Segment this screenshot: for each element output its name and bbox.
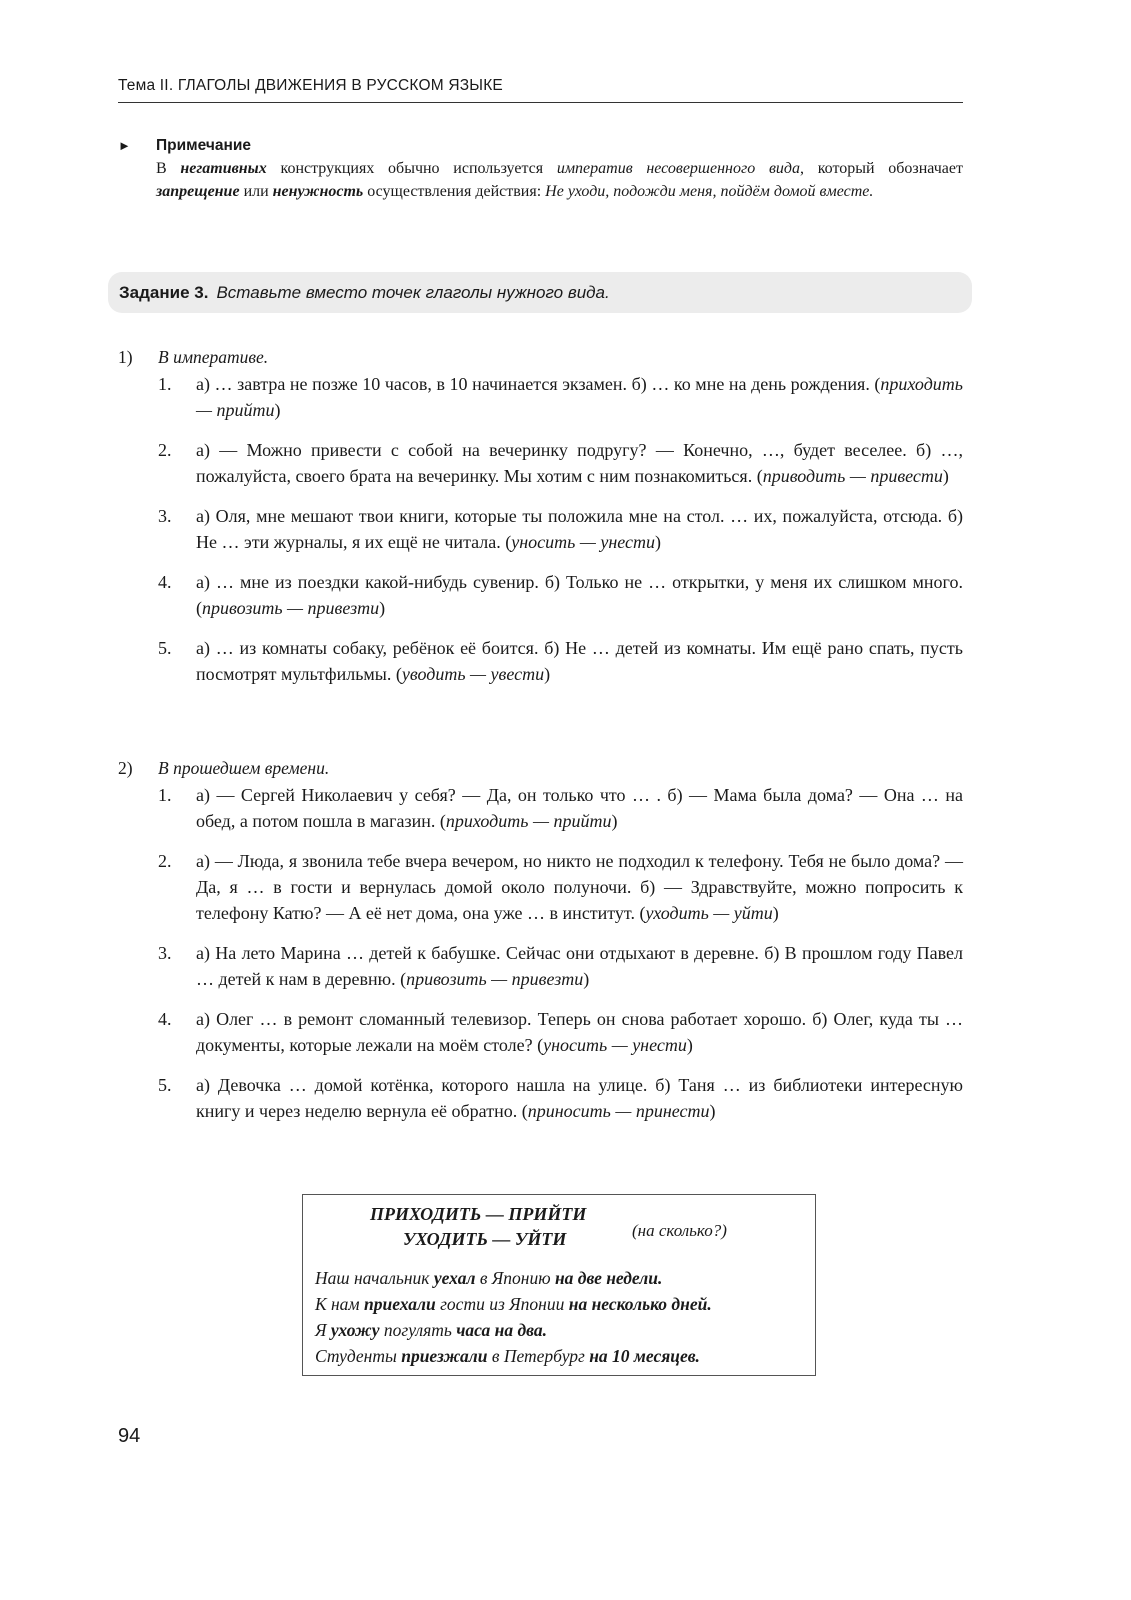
rule-example xyxy=(315,1317,712,1343)
text-run: или xyxy=(239,183,273,200)
section-number: 2) xyxy=(118,758,133,778)
text-run: приходить — прийти xyxy=(445,811,612,831)
text-run: а) Олег … в ремонт сломанный телевизор. Теперь он снова работает хорошо. б) Олег, куда ты … документы, которые лежали на моём столе? ( xyxy=(196,1009,963,1055)
exercise-item xyxy=(118,569,963,621)
text-run: на 10 месяцев. xyxy=(589,1346,700,1366)
text-run: уехал xyxy=(433,1268,476,1288)
text-run: уходить — уйти xyxy=(645,903,773,923)
rule-question: (на сколько?) xyxy=(632,1221,727,1240)
text-run: уносить — унести xyxy=(511,532,656,552)
text-run: а) Оля, мне мешают твои книги, которые ты положила мне на стол. … их, пожалуйста, отсюда. б) Не … эти журналы, я их ещё не читала. ( xyxy=(196,506,963,552)
text-run: привозить — привезти xyxy=(202,598,380,618)
exercise-item xyxy=(118,1072,963,1124)
section-past-tense xyxy=(118,756,963,1124)
section-heading xyxy=(118,345,963,370)
text-run: осуществления действия: xyxy=(363,183,546,200)
text-run: в Японию xyxy=(475,1268,555,1288)
rule-example xyxy=(315,1291,712,1317)
text-run: конструкциях обычно используется xyxy=(266,160,557,177)
task-label: Задание 3. xyxy=(119,282,209,302)
section-title: В императиве. xyxy=(158,347,269,367)
text-run: ) xyxy=(686,1035,693,1055)
item-number: 5. xyxy=(158,638,172,658)
text-run: ) xyxy=(655,532,662,552)
text-run: ) xyxy=(611,811,618,831)
text-run: гости из Японии xyxy=(435,1294,569,1314)
item-text xyxy=(196,848,963,926)
text-run: а) — Можно привести с собой на вечеринку подругу? — Конечно, …, будет веселее. б) …, пожалуйста, своего брата на вечеринку. Мы хотим с ним познакомиться. ( xyxy=(196,440,963,486)
text-run: ухожу xyxy=(330,1320,380,1340)
item-text xyxy=(196,1006,963,1058)
text-run: Я xyxy=(315,1320,331,1340)
item-text xyxy=(196,437,963,489)
text-run: Наш начальник xyxy=(315,1268,434,1288)
text-run: ) xyxy=(274,400,281,420)
exercise-item xyxy=(118,940,963,992)
text-run: а) … из комнаты собаку, ребёнок её боится. б) Не … детей из комнаты. Им ещё рано спать, пусть посмотрят мультфильмы. ( xyxy=(196,638,963,684)
task-banner xyxy=(108,272,972,313)
text-run: , который обозначает xyxy=(800,160,964,177)
rule-title-come: ПРИХОДИТЬ — ПРИЙТИ xyxy=(370,1204,587,1224)
text-run: негативных xyxy=(180,160,267,177)
text-run: в Петербург xyxy=(487,1346,590,1366)
item-number: 4. xyxy=(158,572,172,592)
text-run: приводить — привести xyxy=(762,466,943,486)
exercise-item xyxy=(118,635,963,687)
exercise-item xyxy=(118,1006,963,1058)
item-number: 3. xyxy=(158,506,172,526)
text-run: приходить — прийти xyxy=(196,374,963,420)
text-run: приехали xyxy=(363,1294,436,1314)
text-run: В xyxy=(156,160,181,177)
rule-example xyxy=(315,1343,712,1369)
text-run: ) xyxy=(379,598,386,618)
running-header: Тема II. ГЛАГОЛЫ ДВИЖЕНИЯ В РУССКОМ ЯЗЫКЕ xyxy=(118,77,963,103)
item-text xyxy=(196,940,963,992)
text-run: уносить — унести xyxy=(543,1035,687,1055)
item-number: 5. xyxy=(158,1075,172,1095)
exercise-item xyxy=(118,782,963,834)
text-run: ) xyxy=(709,1101,716,1121)
text-run: а) — Сергей Николаевич у себя? — Да, он только что … . б) — Мама была дома? — Она … на обед, а потом пошла в магазин. ( xyxy=(196,785,963,831)
item-text xyxy=(196,635,963,687)
note-block xyxy=(118,137,963,203)
note-body xyxy=(156,157,963,203)
text-run: а) На лето Марина … детей к бабушке. Сейчас они отдыхают в деревне. б) В прошлом году Павел … детей к нам в деревню. ( xyxy=(196,943,963,989)
text-run: часа на два. xyxy=(456,1320,547,1340)
item-text xyxy=(196,569,963,621)
text-run: а) — Люда, я звонила тебе вчера вечером, но никто не подходил к телефону. Тебя не было дома? — Да, я … в гости и вернулась домой около полуночи. б) — Здравствуйте, можно попросить к телефону Катю? — А её нет дома, она уже … в институт. ( xyxy=(196,851,963,923)
rule-examples xyxy=(315,1265,712,1369)
triangle-marker-icon: ► xyxy=(118,138,131,153)
page-number: 94 xyxy=(118,1425,141,1447)
item-number: 1. xyxy=(158,785,172,805)
text-run: на несколько дней. xyxy=(568,1294,712,1314)
note-title: Примечание xyxy=(156,137,251,154)
task-instruction: Вставьте вместо точек глаголы нужного вида. xyxy=(216,282,610,302)
exercise-item xyxy=(118,437,963,489)
note-heading xyxy=(118,137,963,155)
text-run: императив несовершенного вида xyxy=(556,160,800,177)
item-number: 4. xyxy=(158,1009,172,1029)
text-run: ненужность xyxy=(272,183,364,200)
text-run: ) xyxy=(942,466,949,486)
text-run: приезжали xyxy=(401,1346,488,1366)
item-number: 3. xyxy=(158,943,172,963)
item-text xyxy=(196,503,963,555)
text-run: уводить — увести xyxy=(401,664,545,684)
item-text xyxy=(196,1072,963,1124)
rule-example xyxy=(315,1265,712,1291)
section-title: В прошедшем времени. xyxy=(158,758,330,778)
grammar-rule-box xyxy=(302,1194,816,1376)
text-run: запрещение xyxy=(156,183,240,200)
text-run: Студенты xyxy=(315,1346,402,1366)
section-heading xyxy=(118,756,963,781)
section-number: 1) xyxy=(118,347,133,367)
section-imperative xyxy=(118,345,963,687)
text-run: на две недели. xyxy=(554,1268,663,1288)
rule-title-leave: УХОДИТЬ — УЙТИ xyxy=(403,1229,567,1249)
text-run: ) xyxy=(583,969,590,989)
text-run: а) … завтра не позже 10 часов, в 10 начинается экзамен. б) … ко мне на день рождения. ( xyxy=(196,374,881,394)
item-number: 2. xyxy=(158,440,172,460)
text-run: приносить — принести xyxy=(527,1101,710,1121)
text-run: погулять xyxy=(379,1320,457,1340)
text-run: ) xyxy=(772,903,779,923)
text-run: ) xyxy=(544,664,551,684)
text-run: К нам xyxy=(315,1294,364,1314)
text-run: а) … мне из поездки какой-нибудь сувенир. б) Только не … открытки, у меня их слишком много. ( xyxy=(196,572,963,618)
text-run: а) Девочка … домой котёнка, которого нашла на улице. б) Таня … из библиотеки интересную книгу и через неделю вернула её обратно. ( xyxy=(196,1075,963,1121)
text-run: Не уходи, подожди меня, пойдём домой вместе. xyxy=(545,183,874,200)
item-number: 2. xyxy=(158,851,172,871)
exercise-item xyxy=(118,503,963,555)
text-run: привозить — привезти xyxy=(406,969,584,989)
exercise-item xyxy=(118,848,963,926)
exercise-item xyxy=(118,371,963,423)
item-text xyxy=(196,782,963,834)
item-text xyxy=(196,371,963,423)
item-number: 1. xyxy=(158,374,172,394)
